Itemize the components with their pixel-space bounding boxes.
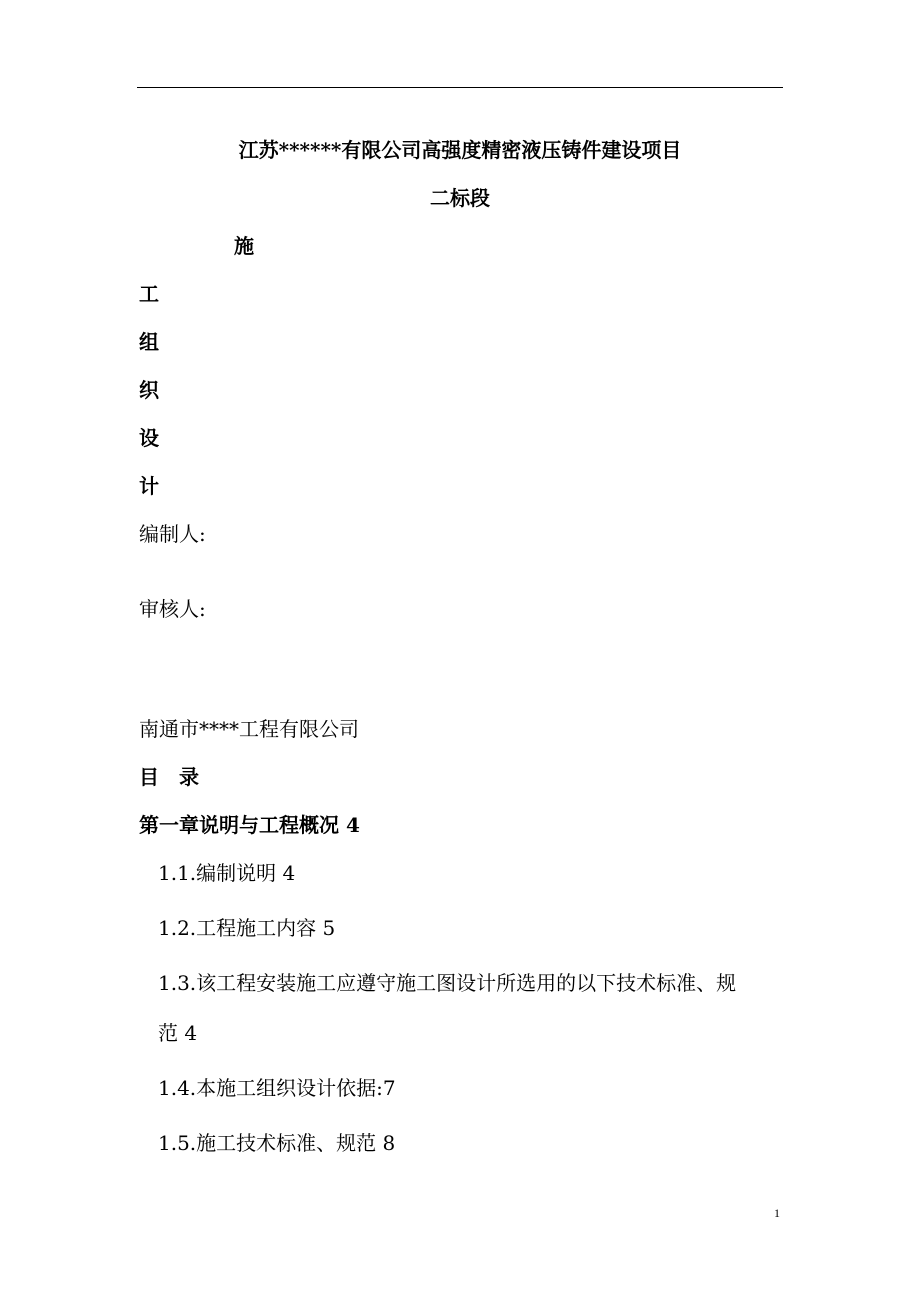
compiler-label: 编制人:: [139, 522, 206, 546]
vertical-title-char: 织: [139, 378, 159, 402]
toc-item-continuation: 范 4: [158, 1021, 198, 1045]
toc-item: 1.1.编制说明 4: [158, 861, 296, 885]
vertical-title-char: 设: [139, 426, 159, 450]
header-rule: [137, 87, 783, 88]
company-name: 南通市****工程有限公司: [139, 717, 359, 741]
reviewer-label: 审核人:: [139, 597, 206, 621]
toc-heading: 目 录: [139, 765, 199, 789]
page-number: 1: [774, 1206, 780, 1220]
document-subtitle: 二标段: [430, 186, 490, 210]
toc-item: 1.4.本施工组织设计依据:7: [158, 1076, 396, 1100]
vertical-title-char: 施: [234, 234, 254, 258]
toc-chapter-item: 第一章说明与工程概况 4: [139, 813, 360, 837]
toc-item: 1.5.施工技术标准、规范 8: [158, 1131, 396, 1155]
toc-item: 1.3.该工程安装施工应遵守施工图设计所选用的以下技术标准、规: [158, 971, 737, 995]
toc-item: 1.2.工程施工内容 5: [158, 916, 336, 940]
vertical-title-char: 组: [139, 330, 159, 354]
document-title: 江苏******有限公司高强度精密液压铸件建设项目: [238, 138, 682, 162]
vertical-title-char: 工: [139, 282, 159, 306]
vertical-title-char: 计: [139, 474, 159, 498]
